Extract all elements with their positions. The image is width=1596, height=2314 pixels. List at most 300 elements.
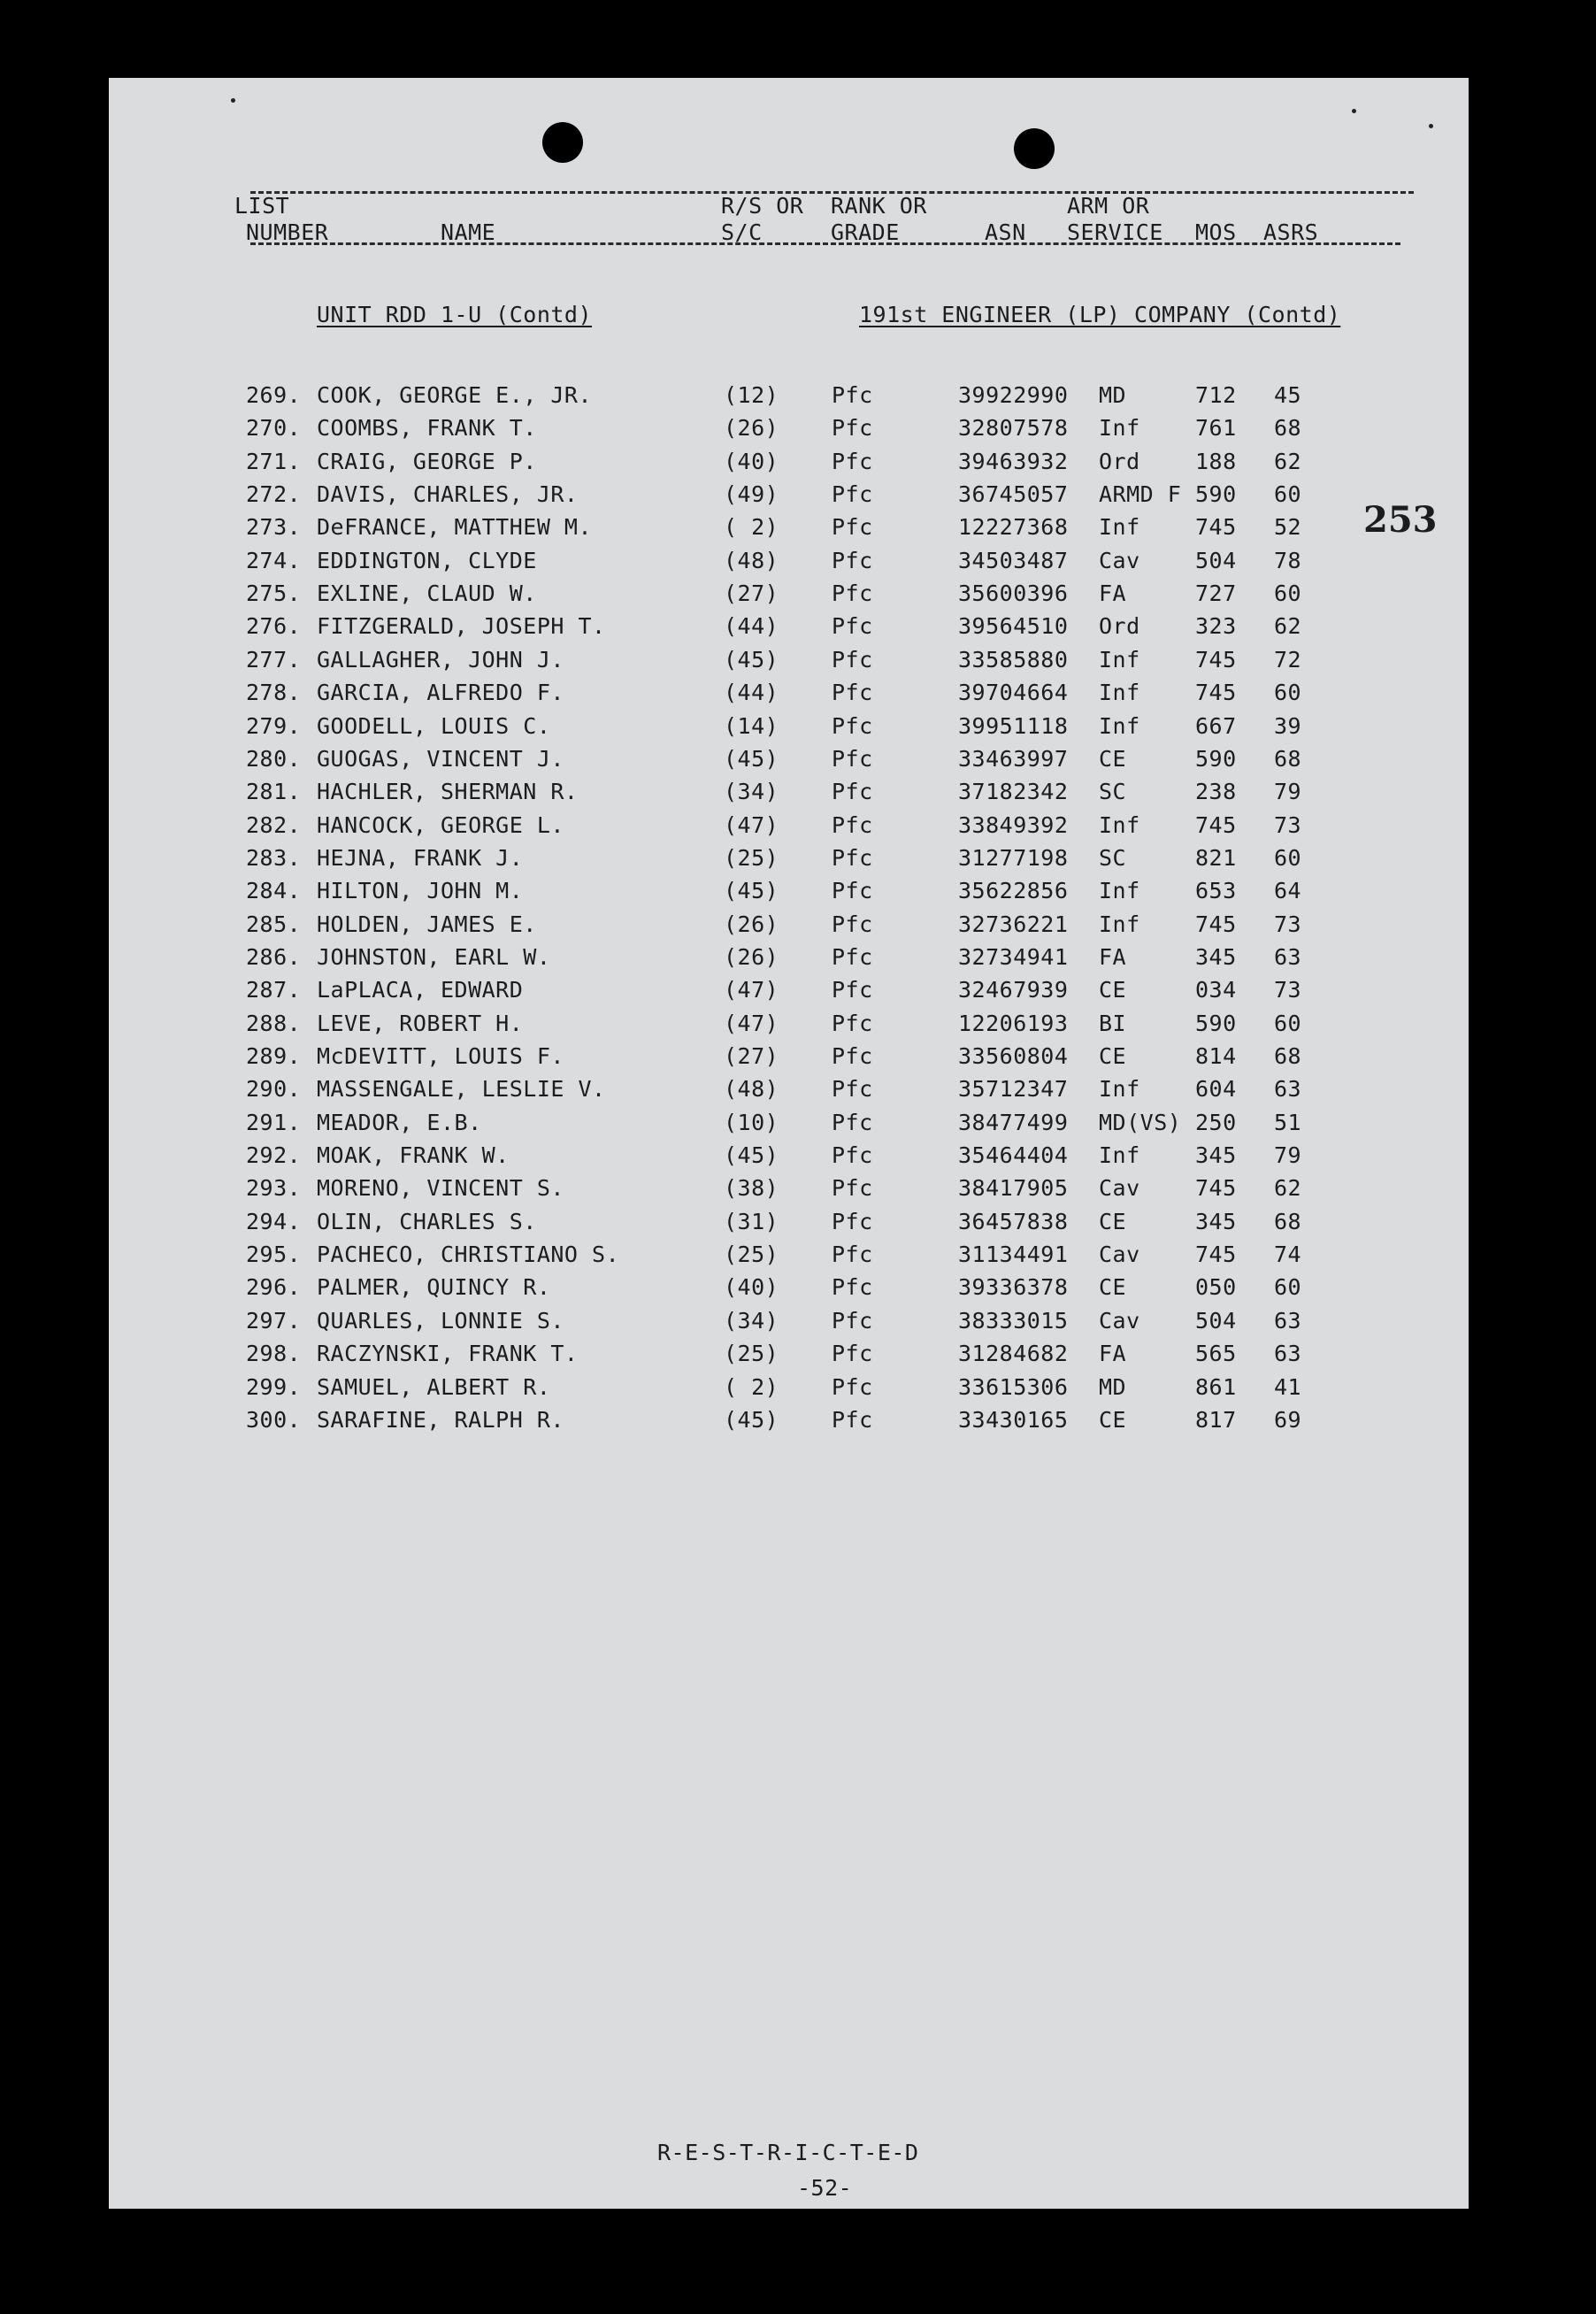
list-number-cell: 279.	[246, 713, 302, 739]
mos-cell: 653	[1195, 878, 1237, 903]
header-service: SERVICE	[1067, 219, 1163, 245]
list-number-cell: 294.	[246, 1209, 302, 1234]
arm-service-cell: ARMD F	[1099, 481, 1182, 507]
arm-service-cell: MD(VS)	[1099, 1110, 1182, 1135]
soldier-name-cell: DAVIS, CHARLES, JR.	[317, 481, 579, 507]
asrs-cell: 68	[1274, 746, 1302, 772]
asrs-cell: 63	[1274, 1308, 1302, 1334]
mos-cell: 745	[1195, 911, 1237, 937]
soldier-name-cell: LEVE, ROBERT H.	[317, 1011, 524, 1036]
arm-service-cell: CE	[1099, 1274, 1127, 1300]
list-number-cell: 283.	[246, 845, 302, 871]
asn-cell: 12227368	[958, 514, 1069, 540]
asn-cell: 31284682	[958, 1341, 1069, 1366]
asrs-cell: 74	[1274, 1242, 1302, 1267]
mos-cell: 745	[1195, 647, 1237, 673]
asn-cell: 36457838	[958, 1209, 1069, 1234]
table-row	[109, 1242, 1469, 1277]
arm-service-cell: BI	[1099, 1011, 1127, 1036]
table-row	[109, 713, 1469, 749]
table-row	[109, 845, 1469, 880]
list-number-cell: 282.	[246, 812, 302, 838]
mos-cell: 745	[1195, 1242, 1237, 1267]
asn-cell: 31277198	[958, 845, 1069, 871]
table-row	[109, 1308, 1469, 1343]
soldier-name-cell: PALMER, QUINCY R.	[317, 1274, 551, 1300]
speck	[1352, 109, 1356, 113]
mos-cell: 345	[1195, 1142, 1237, 1168]
asn-cell: 38417905	[958, 1175, 1069, 1201]
mos-cell: 238	[1195, 779, 1237, 804]
rs-sc-cell: (45)	[724, 1407, 779, 1433]
list-number-cell: 272.	[246, 481, 302, 507]
rank-grade-cell: Pfc	[832, 1242, 873, 1267]
rs-sc-cell: (45)	[724, 1142, 779, 1168]
soldier-name-cell: JOHNSTON, EARL W.	[317, 944, 551, 970]
asrs-cell: 63	[1274, 1076, 1302, 1102]
asrs-cell: 68	[1274, 415, 1302, 441]
arm-service-cell: CE	[1099, 1209, 1127, 1234]
rank-grade-cell: Pfc	[832, 647, 873, 673]
rs-sc-cell: (44)	[724, 680, 779, 705]
rs-sc-cell: (25)	[724, 1341, 779, 1366]
table-row	[109, 382, 1469, 418]
page-stamp: 253	[1363, 499, 1438, 541]
header-rs-or: R/S OR	[721, 193, 804, 219]
list-number-cell: 297.	[246, 1308, 302, 1334]
rs-sc-cell: (26)	[724, 415, 779, 441]
soldier-name-cell: HANCOCK, GEORGE L.	[317, 812, 564, 838]
asn-cell: 35712347	[958, 1076, 1069, 1102]
rank-grade-cell: Pfc	[832, 779, 873, 804]
soldier-name-cell: HILTON, JOHN M.	[317, 878, 524, 903]
rs-sc-cell: (45)	[724, 647, 779, 673]
rank-grade-cell: Pfc	[832, 415, 873, 441]
list-number-cell: 299.	[246, 1374, 302, 1400]
arm-service-cell: FA	[1099, 944, 1127, 970]
asn-cell: 37182342	[958, 779, 1069, 804]
table-row	[109, 1076, 1469, 1111]
mos-cell: 345	[1195, 944, 1237, 970]
asn-cell: 34503487	[958, 548, 1069, 573]
asrs-cell: 68	[1274, 1043, 1302, 1069]
soldier-name-cell: FITZGERALD, JOSEPH T.	[317, 613, 606, 639]
list-number-cell: 286.	[246, 944, 302, 970]
arm-service-cell: CE	[1099, 977, 1127, 1003]
mos-cell: 814	[1195, 1043, 1237, 1069]
soldier-name-cell: EXLINE, CLAUD W.	[317, 580, 537, 606]
asn-cell: 39951118	[958, 713, 1069, 739]
rank-grade-cell: Pfc	[832, 548, 873, 573]
header-number: NUMBER	[246, 219, 329, 245]
list-number-cell: 285.	[246, 911, 302, 937]
arm-service-cell: Ord	[1099, 449, 1140, 474]
list-number-cell: 288.	[246, 1011, 302, 1036]
soldier-name-cell: HOLDEN, JAMES E.	[317, 911, 537, 937]
soldier-name-cell: GALLAGHER, JOHN J.	[317, 647, 564, 673]
mos-cell: 604	[1195, 1076, 1237, 1102]
soldier-name-cell: LaPLACA, EDWARD	[317, 977, 524, 1003]
arm-service-cell: Inf	[1099, 514, 1140, 540]
mos-cell: 745	[1195, 1175, 1237, 1201]
arm-service-cell: Inf	[1099, 647, 1140, 673]
table-row	[109, 1142, 1469, 1178]
list-number-cell: 276.	[246, 613, 302, 639]
rs-sc-cell: (47)	[724, 1011, 779, 1036]
table-row	[109, 779, 1469, 814]
asrs-cell: 79	[1274, 779, 1302, 804]
table-row	[109, 1110, 1469, 1145]
rs-sc-cell: ( 2)	[724, 1374, 779, 1400]
mos-cell: 667	[1195, 713, 1237, 739]
mos-cell: 861	[1195, 1374, 1237, 1400]
rank-grade-cell: Pfc	[832, 1209, 873, 1234]
asn-cell: 38333015	[958, 1308, 1069, 1334]
asn-cell: 39922990	[958, 382, 1069, 408]
arm-service-cell: Ord	[1099, 613, 1140, 639]
table-row	[109, 977, 1469, 1012]
asrs-cell: 45	[1274, 382, 1302, 408]
list-number-cell: 291.	[246, 1110, 302, 1135]
soldier-name-cell: McDEVITT, LOUIS F.	[317, 1043, 564, 1069]
table-row	[109, 1341, 1469, 1376]
list-number-cell: 300.	[246, 1407, 302, 1433]
arm-service-cell: MD	[1099, 1374, 1127, 1400]
table-row	[109, 1043, 1469, 1079]
asn-cell: 12206193	[958, 1011, 1069, 1036]
arm-service-cell: Inf	[1099, 680, 1140, 705]
soldier-name-cell: SARAFINE, RALPH R.	[317, 1407, 564, 1433]
rank-grade-cell: Pfc	[832, 977, 873, 1003]
rs-sc-cell: (34)	[724, 779, 779, 804]
asn-cell: 33849392	[958, 812, 1069, 838]
asn-cell: 36745057	[958, 481, 1069, 507]
soldier-name-cell: GUOGAS, VINCENT J.	[317, 746, 564, 772]
list-number-cell: 296.	[246, 1274, 302, 1300]
arm-service-cell: Cav	[1099, 1242, 1140, 1267]
mos-cell: 745	[1195, 680, 1237, 705]
mos-cell: 250	[1195, 1110, 1237, 1135]
list-number-cell: 280.	[246, 746, 302, 772]
rank-grade-cell: Pfc	[832, 449, 873, 474]
rank-grade-cell: Pfc	[832, 514, 873, 540]
rs-sc-cell: (40)	[724, 1274, 779, 1300]
list-number-cell: 284.	[246, 878, 302, 903]
arm-service-cell: Inf	[1099, 713, 1140, 739]
list-number-cell: 290.	[246, 1076, 302, 1102]
rs-sc-cell: (10)	[724, 1110, 779, 1135]
arm-service-cell: FA	[1099, 580, 1127, 606]
rs-sc-cell: (26)	[724, 944, 779, 970]
page-number: -52-	[797, 2175, 853, 2201]
asn-cell: 32734941	[958, 944, 1069, 970]
rank-grade-cell: Pfc	[832, 1043, 873, 1069]
asn-cell: 33560804	[958, 1043, 1069, 1069]
header-sc: S/C	[721, 219, 763, 245]
table-row	[109, 449, 1469, 484]
rank-grade-cell: Pfc	[832, 680, 873, 705]
company-title: 191st ENGINEER (LP) COMPANY (Contd)	[859, 302, 1341, 327]
asrs-cell: 73	[1274, 911, 1302, 937]
unit-title: UNIT RDD 1-U (Contd)	[317, 302, 593, 327]
arm-service-cell: SC	[1099, 845, 1127, 871]
rs-sc-cell: (45)	[724, 878, 779, 903]
rank-grade-cell: Pfc	[832, 1011, 873, 1036]
asrs-cell: 73	[1274, 812, 1302, 838]
list-number-cell: 289.	[246, 1043, 302, 1069]
asn-cell: 32807578	[958, 415, 1069, 441]
rs-sc-cell: (48)	[724, 1076, 779, 1102]
rs-sc-cell: (34)	[724, 1308, 779, 1334]
arm-service-cell: Cav	[1099, 1308, 1140, 1334]
asn-cell: 39463932	[958, 449, 1069, 474]
rank-grade-cell: Pfc	[832, 944, 873, 970]
rs-sc-cell: (26)	[724, 911, 779, 937]
mos-cell: 504	[1195, 1308, 1237, 1334]
list-number-cell: 295.	[246, 1242, 302, 1267]
table-row	[109, 1407, 1469, 1442]
rs-sc-cell: (31)	[724, 1209, 779, 1234]
list-number-cell: 273.	[246, 514, 302, 540]
rank-grade-cell: Pfc	[832, 845, 873, 871]
asn-cell: 35622856	[958, 878, 1069, 903]
asn-cell: 39704664	[958, 680, 1069, 705]
table-row	[109, 911, 1469, 947]
asrs-cell: 41	[1274, 1374, 1302, 1400]
rank-grade-cell: Pfc	[832, 1308, 873, 1334]
asn-cell: 38477499	[958, 1110, 1069, 1135]
soldier-name-cell: MOAK, FRANK W.	[317, 1142, 510, 1168]
asrs-cell: 69	[1274, 1407, 1302, 1433]
header-rank-or: RANK OR	[831, 193, 927, 219]
header-list: LIST	[234, 193, 290, 219]
arm-service-cell: MD	[1099, 382, 1127, 408]
asn-cell: 32736221	[958, 911, 1069, 937]
soldier-name-cell: MASSENGALE, LESLIE V.	[317, 1076, 606, 1102]
rs-sc-cell: (38)	[724, 1175, 779, 1201]
header-mos: MOS	[1195, 219, 1237, 245]
arm-service-cell: Cav	[1099, 548, 1140, 573]
list-number-cell: 270.	[246, 415, 302, 441]
asrs-cell: 63	[1274, 1341, 1302, 1366]
asrs-cell: 51	[1274, 1110, 1302, 1135]
list-number-cell: 278.	[246, 680, 302, 705]
header-asrs: ASRS	[1263, 219, 1319, 245]
arm-service-cell: Inf	[1099, 1076, 1140, 1102]
soldier-name-cell: PACHECO, CHRISTIANO S.	[317, 1242, 620, 1267]
rank-grade-cell: Pfc	[832, 1175, 873, 1201]
asrs-cell: 60	[1274, 680, 1302, 705]
asrs-cell: 73	[1274, 977, 1302, 1003]
rank-grade-cell: Pfc	[832, 580, 873, 606]
arm-service-cell: CE	[1099, 1407, 1127, 1433]
table-row	[109, 878, 1469, 913]
soldier-name-cell: MEADOR, E.B.	[317, 1110, 482, 1135]
table-row	[109, 514, 1469, 550]
table-row	[109, 1175, 1469, 1211]
rank-grade-cell: Pfc	[832, 713, 873, 739]
arm-service-cell: Inf	[1099, 911, 1140, 937]
table-row	[109, 680, 1469, 715]
speck	[231, 98, 235, 103]
soldier-name-cell: RACZYNSKI, FRANK T.	[317, 1341, 579, 1366]
mos-cell: 590	[1195, 746, 1237, 772]
rank-grade-cell: Pfc	[832, 746, 873, 772]
rank-grade-cell: Pfc	[832, 1341, 873, 1366]
rs-sc-cell: (25)	[724, 1242, 779, 1267]
mos-cell: 323	[1195, 613, 1237, 639]
punch-hole	[542, 122, 583, 163]
rs-sc-cell: ( 2)	[724, 514, 779, 540]
soldier-name-cell: GARCIA, ALFREDO F.	[317, 680, 564, 705]
mos-cell: 727	[1195, 580, 1237, 606]
header-grade: GRADE	[831, 219, 900, 245]
header-name: NAME	[441, 219, 496, 245]
soldier-name-cell: MORENO, VINCENT S.	[317, 1175, 564, 1201]
list-number-cell: 292.	[246, 1142, 302, 1168]
soldier-name-cell: GOODELL, LOUIS C.	[317, 713, 551, 739]
rs-sc-cell: (45)	[724, 746, 779, 772]
rs-sc-cell: (27)	[724, 1043, 779, 1069]
mos-cell: 745	[1195, 514, 1237, 540]
asrs-cell: 60	[1274, 481, 1302, 507]
asn-cell: 35600396	[958, 580, 1069, 606]
soldier-name-cell: OLIN, CHARLES S.	[317, 1209, 537, 1234]
rs-sc-cell: (27)	[724, 580, 779, 606]
asrs-cell: 60	[1274, 1274, 1302, 1300]
arm-service-cell: Inf	[1099, 415, 1140, 441]
asn-cell: 32467939	[958, 977, 1069, 1003]
arm-service-cell: SC	[1099, 779, 1127, 804]
asrs-cell: 72	[1274, 647, 1302, 673]
asrs-cell: 64	[1274, 878, 1302, 903]
rank-grade-cell: Pfc	[832, 382, 873, 408]
punch-hole	[1014, 128, 1055, 169]
mos-cell: 504	[1195, 548, 1237, 573]
table-row	[109, 1374, 1469, 1410]
table-row	[109, 613, 1469, 649]
rank-grade-cell: Pfc	[832, 812, 873, 838]
asrs-cell: 78	[1274, 548, 1302, 573]
arm-service-cell: Inf	[1099, 812, 1140, 838]
arm-service-cell: Cav	[1099, 1175, 1140, 1201]
soldier-name-cell: CRAIG, GEORGE P.	[317, 449, 537, 474]
arm-service-cell: Inf	[1099, 878, 1140, 903]
soldier-name-cell: COOK, GEORGE E., JR.	[317, 382, 593, 408]
list-number-cell: 298.	[246, 1341, 302, 1366]
list-number-cell: 277.	[246, 647, 302, 673]
rs-sc-cell: (48)	[724, 548, 779, 573]
soldier-name-cell: EDDINGTON, CLYDE	[317, 548, 537, 573]
mos-cell: 590	[1195, 481, 1237, 507]
document-page	[109, 78, 1469, 2209]
rs-sc-cell: (47)	[724, 812, 779, 838]
asrs-cell: 62	[1274, 449, 1302, 474]
rs-sc-cell: (40)	[724, 449, 779, 474]
asrs-cell: 62	[1274, 613, 1302, 639]
table-row	[109, 746, 1469, 781]
soldier-name-cell: QUARLES, LONNIE S.	[317, 1308, 564, 1334]
rank-grade-cell: Pfc	[832, 481, 873, 507]
table-row	[109, 812, 1469, 848]
list-number-cell: 281.	[246, 779, 302, 804]
table-row	[109, 1011, 1469, 1046]
soldier-name-cell: DeFRANCE, MATTHEW M.	[317, 514, 593, 540]
table-row	[109, 481, 1469, 517]
mos-cell: 345	[1195, 1209, 1237, 1234]
rs-sc-cell: (47)	[724, 977, 779, 1003]
rank-grade-cell: Pfc	[832, 1142, 873, 1168]
list-number-cell: 269.	[246, 382, 302, 408]
mos-cell: 817	[1195, 1407, 1237, 1433]
asn-cell: 35464404	[958, 1142, 1069, 1168]
asrs-cell: 60	[1274, 580, 1302, 606]
rs-sc-cell: (25)	[724, 845, 779, 871]
table-row	[109, 580, 1469, 616]
list-number-cell: 274.	[246, 548, 302, 573]
rank-grade-cell: Pfc	[832, 613, 873, 639]
list-number-cell: 287.	[246, 977, 302, 1003]
asrs-cell: 63	[1274, 944, 1302, 970]
table-row	[109, 415, 1469, 450]
rank-grade-cell: Pfc	[832, 1076, 873, 1102]
mos-cell: 712	[1195, 382, 1237, 408]
asrs-cell: 68	[1274, 1209, 1302, 1234]
asn-cell: 33430165	[958, 1407, 1069, 1433]
mos-cell: 745	[1195, 812, 1237, 838]
rs-sc-cell: (12)	[724, 382, 779, 408]
rank-grade-cell: Pfc	[832, 1407, 873, 1433]
rs-sc-cell: (44)	[724, 613, 779, 639]
asn-cell: 33615306	[958, 1374, 1069, 1400]
asrs-cell: 60	[1274, 1011, 1302, 1036]
arm-service-cell: CE	[1099, 746, 1127, 772]
mos-cell: 761	[1195, 415, 1237, 441]
header-arm-or: ARM OR	[1067, 193, 1150, 219]
rs-sc-cell: (49)	[724, 481, 779, 507]
speck	[1429, 124, 1433, 128]
soldier-name-cell: HEJNA, FRANK J.	[317, 845, 524, 871]
asrs-cell: 52	[1274, 514, 1302, 540]
arm-service-cell: CE	[1099, 1043, 1127, 1069]
rank-grade-cell: Pfc	[832, 878, 873, 903]
asn-cell: 33463997	[958, 746, 1069, 772]
asn-cell: 33585880	[958, 647, 1069, 673]
table-row	[109, 944, 1469, 980]
mos-cell: 590	[1195, 1011, 1237, 1036]
mos-cell: 821	[1195, 845, 1237, 871]
table-row	[109, 647, 1469, 682]
asrs-cell: 62	[1274, 1175, 1302, 1201]
list-number-cell: 275.	[246, 580, 302, 606]
table-row	[109, 1274, 1469, 1310]
soldier-name-cell: SAMUEL, ALBERT R.	[317, 1374, 551, 1400]
rank-grade-cell: Pfc	[832, 911, 873, 937]
soldier-name-cell: COOMBS, FRANK T.	[317, 415, 537, 441]
soldier-name-cell: HACHLER, SHERMAN R.	[317, 779, 579, 804]
rs-sc-cell: (14)	[724, 713, 779, 739]
asrs-cell: 79	[1274, 1142, 1302, 1168]
mos-cell: 565	[1195, 1341, 1237, 1366]
asn-cell: 39336378	[958, 1274, 1069, 1300]
table-row	[109, 548, 1469, 583]
table-row	[109, 1209, 1469, 1244]
mos-cell: 034	[1195, 977, 1237, 1003]
rank-grade-cell: Pfc	[832, 1110, 873, 1135]
arm-service-cell: FA	[1099, 1341, 1127, 1366]
header-asn: ASN	[985, 219, 1026, 245]
rank-grade-cell: Pfc	[832, 1374, 873, 1400]
